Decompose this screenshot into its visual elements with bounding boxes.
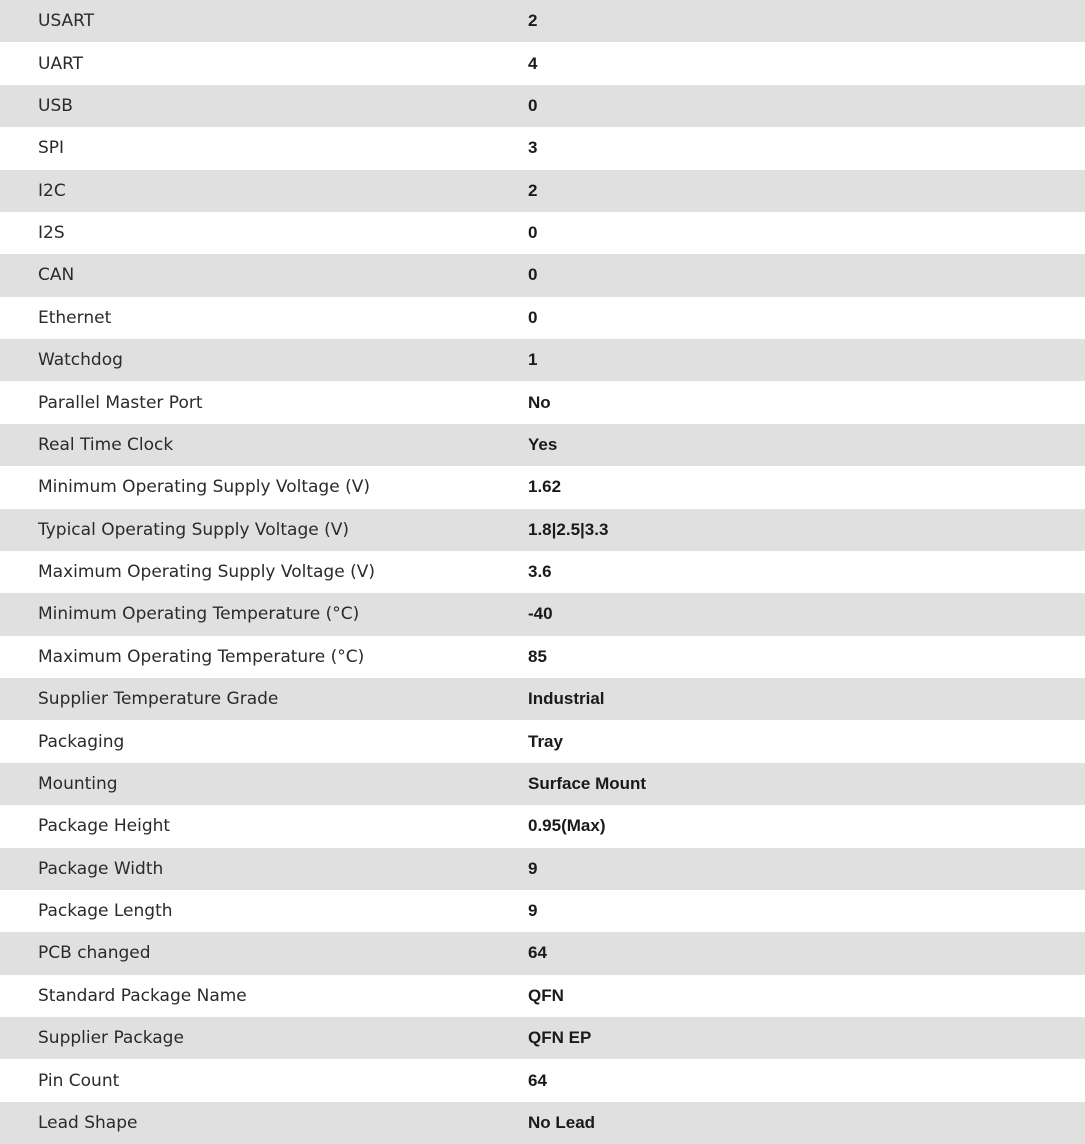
spec-row-i2s [0, 212, 1085, 254]
spec-row-uart [0, 42, 1085, 84]
spec-label: Package Length [38, 901, 173, 922]
spec-row-max-supply-voltage [0, 551, 1085, 593]
spec-row-temperature-grade [0, 678, 1085, 720]
spec-label: PCB changed [38, 943, 151, 964]
spec-value: 9 [528, 858, 538, 878]
spec-value: QFN EP [528, 1028, 592, 1048]
spec-value: 2 [528, 180, 538, 200]
spec-label: Mounting [38, 773, 118, 794]
spec-label: Package Width [38, 858, 164, 879]
spec-value: 85 [528, 646, 547, 666]
spec-label: Supplier Package [38, 1028, 184, 1049]
spec-row-lead-shape [0, 1102, 1085, 1144]
spec-label: SPI [38, 138, 65, 159]
spec-row-min-supply-voltage [0, 466, 1085, 508]
spec-row-ethernet [0, 297, 1085, 339]
spec-value: No [528, 392, 551, 412]
spec-label: Ethernet [38, 307, 112, 328]
spec-value: 9 [528, 901, 538, 921]
spec-row-standard-package-name [0, 975, 1085, 1017]
spec-value: 0 [528, 265, 538, 285]
spec-row-package-length [0, 890, 1085, 932]
spec-value: 0 [528, 95, 538, 115]
spec-row-can [0, 254, 1085, 296]
spec-label: Minimum Operating Temperature (°C) [38, 604, 360, 625]
spec-row-pin-count [0, 1059, 1085, 1101]
spec-value: 1 [528, 350, 538, 370]
spec-label: CAN [38, 265, 75, 286]
spec-value: 64 [528, 1070, 547, 1090]
spec-row-max-temperature [0, 636, 1085, 678]
spec-value: 1.8|2.5|3.3 [528, 519, 609, 539]
spec-label: USB [38, 95, 73, 116]
spec-row-pcb-changed [0, 932, 1085, 974]
spec-label: Standard Package Name [38, 985, 247, 1006]
spec-value: 0 [528, 223, 538, 243]
spec-row-usart [0, 0, 1085, 42]
spec-label: Watchdog [38, 350, 123, 371]
spec-label: Typical Operating Supply Voltage (V) [38, 519, 349, 540]
spec-value: Tray [528, 731, 563, 751]
spec-label: I2C [38, 180, 66, 201]
spec-value: 64 [528, 943, 547, 963]
spec-value: 2 [528, 11, 538, 31]
spec-value: 3 [528, 138, 538, 158]
spec-label: Maximum Operating Temperature (°C) [38, 646, 365, 667]
spec-label: Maximum Operating Supply Voltage (V) [38, 562, 375, 583]
spec-row-usb [0, 85, 1085, 127]
spec-label: Packaging [38, 731, 125, 752]
spec-label: USART [38, 11, 95, 32]
spec-label: Minimum Operating Supply Voltage (V) [38, 477, 370, 498]
spec-value: 4 [528, 53, 538, 73]
spec-value: Yes [528, 434, 558, 454]
spec-row-typical-supply-voltage [0, 509, 1085, 551]
spec-value: 0 [528, 307, 538, 327]
spec-label: I2S [38, 223, 65, 244]
spec-label: Real Time Clock [38, 434, 174, 455]
spec-row-package-height [0, 805, 1085, 847]
spec-value: No Lead [528, 1112, 596, 1132]
spec-label: Parallel Master Port [38, 392, 203, 413]
spec-value: Industrial [528, 689, 605, 709]
spec-row-i2c [0, 170, 1085, 212]
spec-label: Lead Shape [38, 1112, 138, 1133]
spec-value: QFN [528, 985, 564, 1005]
spec-row-parallel-master-port [0, 381, 1085, 423]
spec-row-watchdog [0, 339, 1085, 381]
spec-value: 0.95(Max) [528, 816, 606, 836]
spec-row-packaging [0, 720, 1085, 762]
spec-label: Supplier Temperature Grade [38, 689, 279, 710]
spec-label: UART [38, 53, 84, 74]
spec-label: Package Height [38, 816, 171, 837]
spec-label: Pin Count [38, 1070, 120, 1091]
spec-row-real-time-clock [0, 424, 1085, 466]
spec-value: 1.62 [528, 477, 562, 497]
spec-row-supplier-package [0, 1017, 1085, 1059]
spec-value: 3.6 [528, 562, 552, 582]
spec-value: -40 [528, 604, 553, 624]
spec-value: Surface Mount [528, 773, 647, 793]
spec-row-mounting [0, 763, 1085, 805]
spec-row-spi [0, 127, 1085, 169]
spec-row-package-width [0, 848, 1085, 890]
spec-row-min-temperature [0, 593, 1085, 635]
